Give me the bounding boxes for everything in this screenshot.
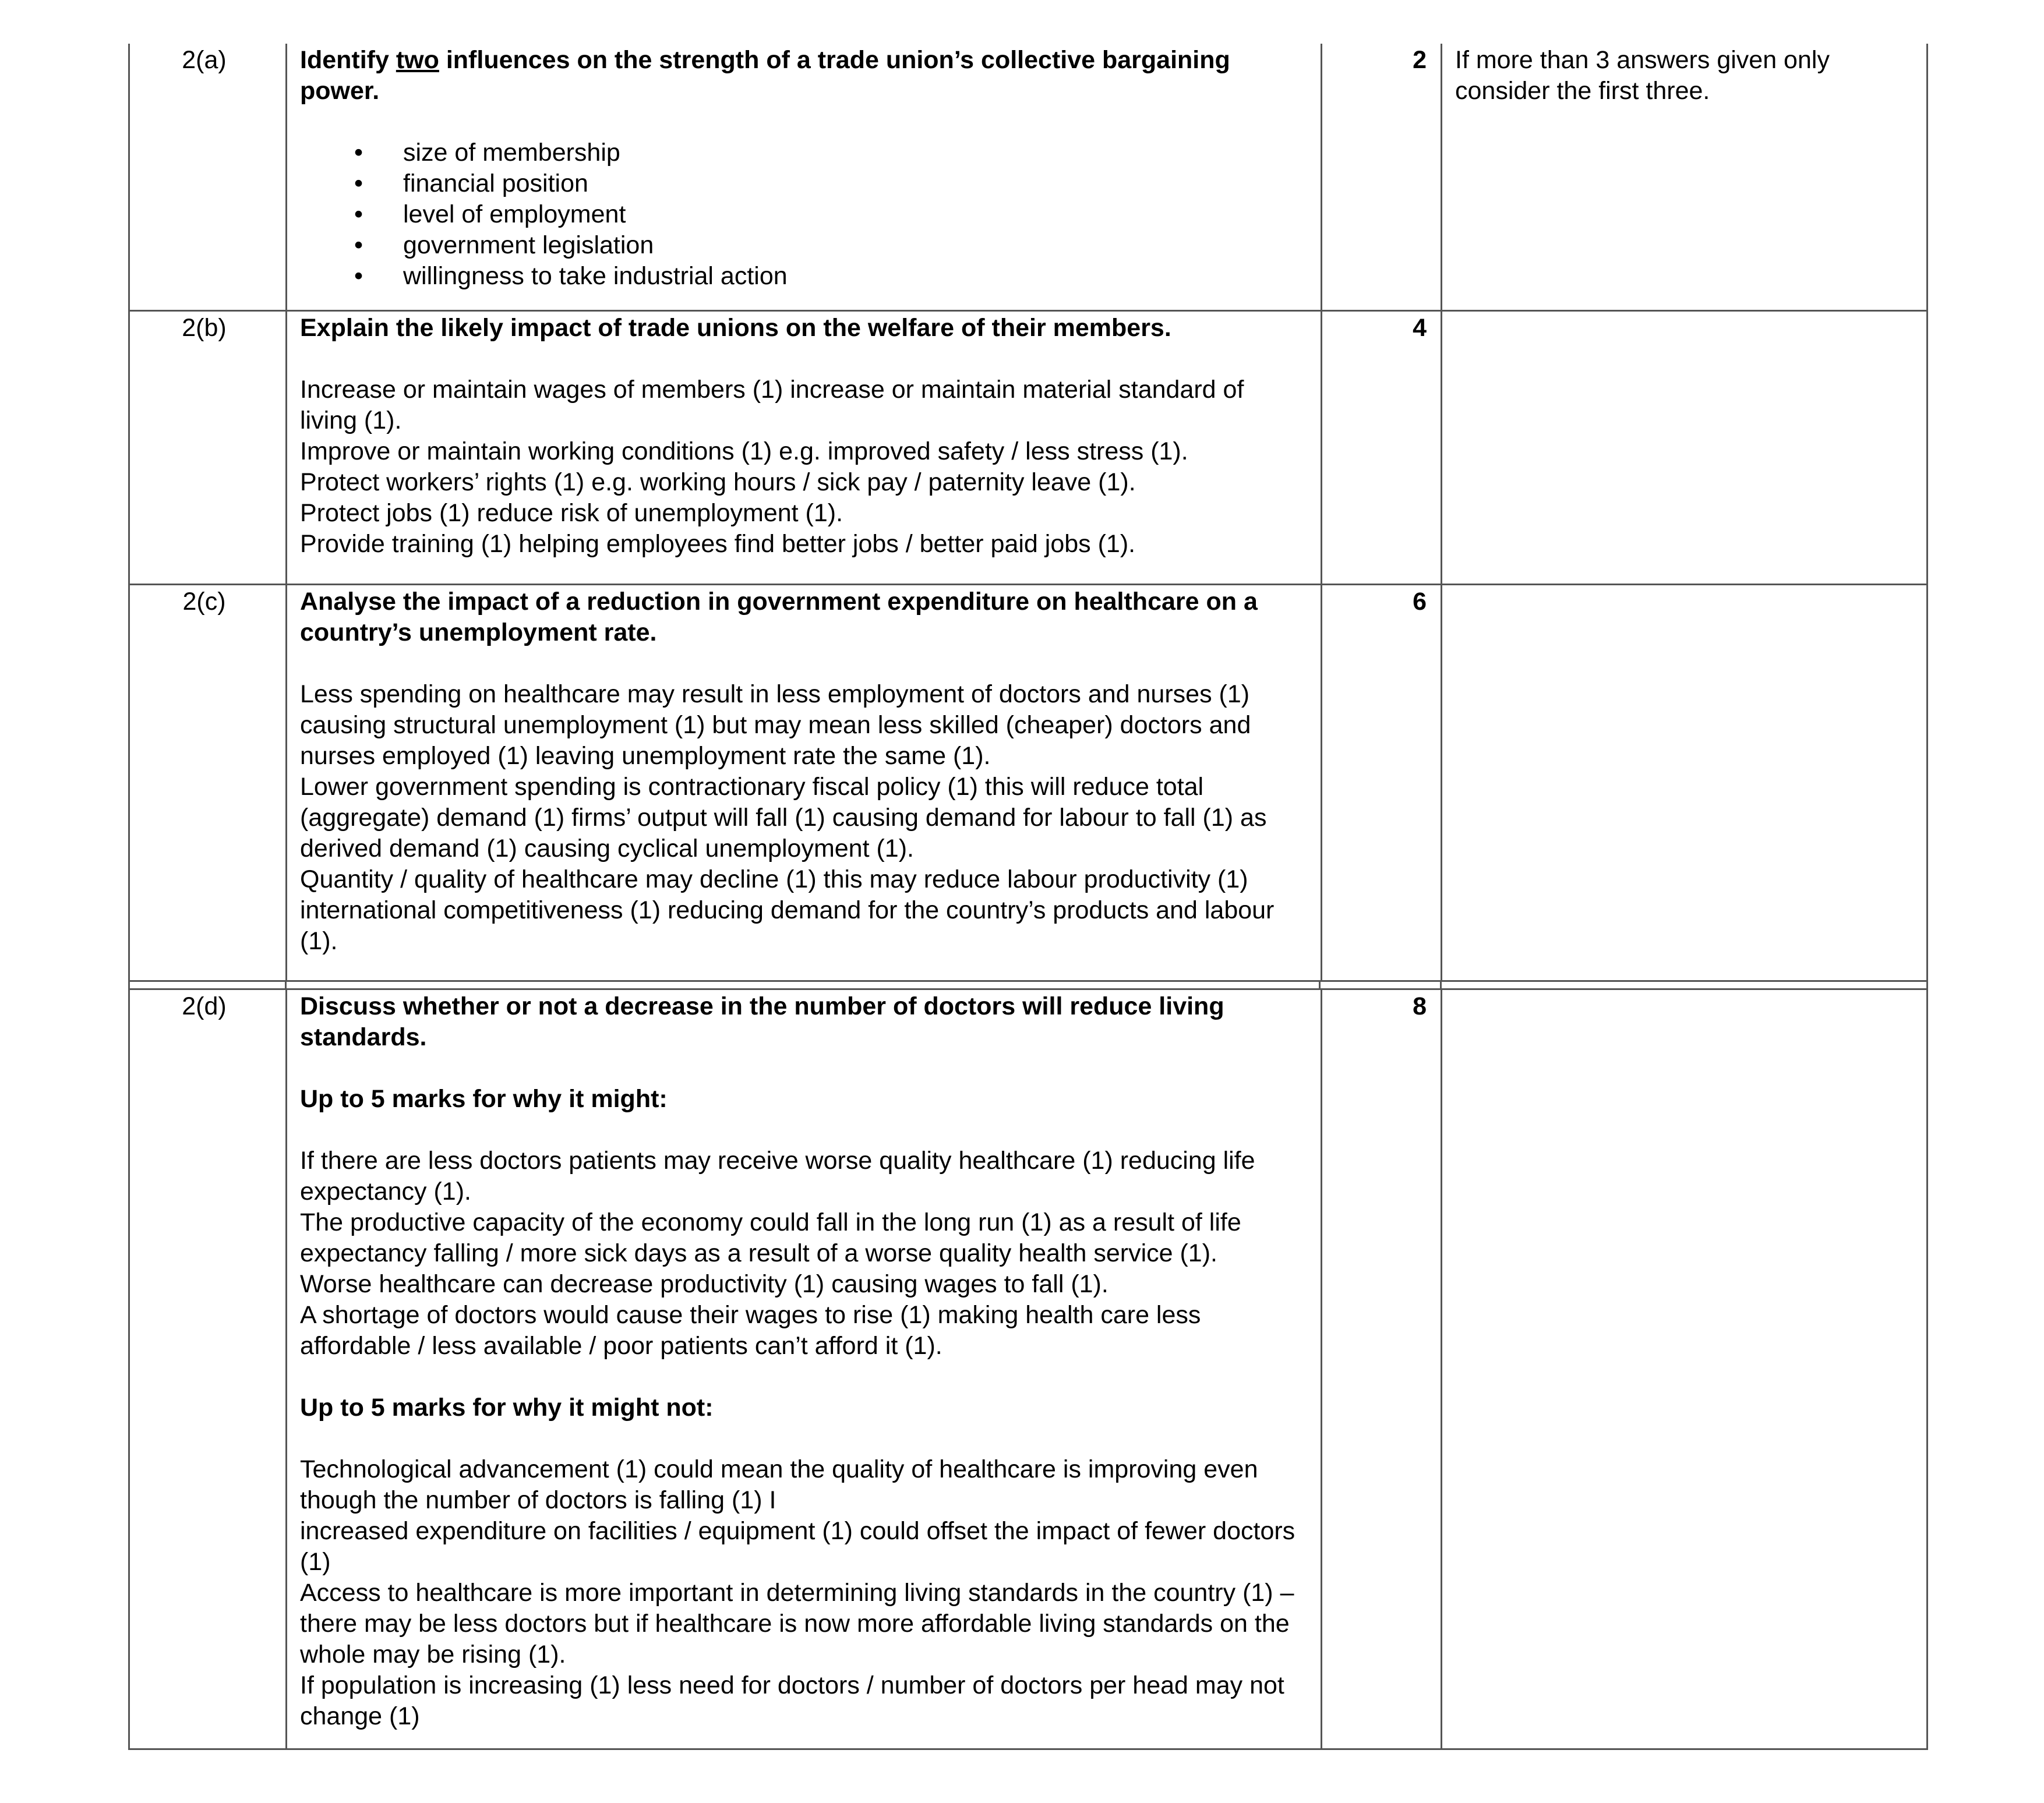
answer-line: Protect workers’ rights (1) e.g. working hours / sick pay / paternity leave (1).: [300, 468, 1136, 496]
list-item: • willingness to take industrial action: [300, 261, 1308, 292]
list-item: • government legislation: [300, 230, 1308, 261]
question-text: Discuss whether or not a decrease in the number of doctors will reduce living standards.: [300, 992, 1224, 1051]
question-number: 2(d): [182, 992, 227, 1020]
marks-cell: 4: [1321, 312, 1441, 584]
answer-line: Less spending on healthcare may result in less employment of doctors and nurses (1) causing structural unemployment (1) but may mean less skilled (cheaper) doctors and nurses employed (1) leaving unemployment rate the same (1).: [300, 680, 1251, 770]
question-number: 2(a): [182, 46, 227, 74]
answer-line: If population is increasing (1) less need for doctors / number of doctors per head may not change (1): [300, 1671, 1284, 1730]
answer-line: Improve or maintain working conditions (1) e.g. improved safety / less stress (1).: [300, 437, 1188, 465]
table-separator: [128, 982, 1928, 990]
marks-cell: 8: [1321, 990, 1441, 1748]
table-row-2d: [128, 990, 1928, 1750]
question-text: Explain the likely impact of trade unions on the welfare of their members.: [300, 314, 1171, 342]
answer-cell: [285, 44, 1321, 310]
question-text: [300, 45, 1308, 107]
subheading-might: Up to 5 marks for why it might:: [300, 1085, 668, 1113]
question-text-underlined: two: [396, 46, 439, 74]
guidance-cell: [1441, 585, 1926, 980]
question-text: Analyse the impact of a reduction in government expenditure on healthcare on a country’s unemployment rate.: [300, 588, 1258, 646]
subheading-might-not: Up to 5 marks for why it might not:: [300, 1394, 714, 1422]
answer-cell: [285, 312, 1321, 584]
table-row-2a: [128, 44, 1928, 312]
marks-cell: 6: [1321, 585, 1441, 980]
answer-line: Lower government spending is contractionary fiscal policy (1) this will reduce total (aggregate) demand (1) firms’ output will fall (1) causing demand for labour to fall (1) as derived demand (1) causing cyclical unemployment (1).: [300, 773, 1267, 862]
list-item: • financial position: [300, 168, 1308, 199]
answer-line: A shortage of doctors would cause their wages to rise (1) making health care less affordable / less available / poor patients can’t afford it (1).: [300, 1301, 1201, 1360]
answer-line: The productive capacity of the economy could fall in the long run (1) as a result of life expectancy falling / more sick days as a result of a worse quality health service (1).: [300, 1208, 1241, 1267]
guidance-cell: [1441, 990, 1926, 1748]
answer-line: increased expenditure on facilities / equipment (1) could offset the impact of fewer doctors (1): [300, 1517, 1295, 1576]
answer-line: Quantity / quality of healthcare may decline (1) this may reduce labour productivity (1) international competitiveness (1) reducing demand for the country’s products and labour (1).: [300, 865, 1275, 955]
table-row-2c: [128, 585, 1928, 982]
marks-cell: 2: [1321, 44, 1441, 310]
answer-cell: [285, 585, 1321, 980]
question-text-pre: Identify: [300, 46, 396, 74]
list-item: • level of employment: [300, 199, 1308, 230]
answer-bullet-list: [300, 137, 1308, 292]
guidance-cell: [1441, 312, 1926, 584]
question-number: 2(c): [182, 588, 226, 616]
answer-line: If there are less doctors patients may receive worse quality healthcare (1) reducing life expectancy (1).: [300, 1147, 1255, 1205]
question-text-post: influences on the strength of a trade union’s collective bargaining power.: [300, 46, 1230, 105]
list-item: • size of membership: [300, 137, 1308, 168]
answer-line: Worse healthcare can decrease productivity (1) causing wages to fall (1).: [300, 1270, 1109, 1298]
mark-scheme-table: [128, 44, 1928, 1750]
answer-cell: [285, 990, 1321, 1748]
guidance-cell: If more than 3 answers given only consider the first three.: [1441, 44, 1926, 310]
answer-line: Technological advancement (1) could mean the quality of healthcare is improving even though the number of doctors is falling (1) I: [300, 1455, 1258, 1514]
answer-line: Access to healthcare is more important in determining living standards in the country (1) – there may be less doctors but if healthcare is now more affordable living standards on the whole may be rising (1).: [300, 1579, 1294, 1668]
table-row-2b: [128, 312, 1928, 585]
answer-line: Protect jobs (1) reduce risk of unemployment (1).: [300, 499, 843, 527]
answer-line: Increase or maintain wages of members (1) increase or maintain material standard of living (1).: [300, 376, 1244, 434]
answer-line: Provide training (1) helping employees find better jobs / better paid jobs (1).: [300, 530, 1136, 558]
question-number: 2(b): [182, 314, 227, 342]
